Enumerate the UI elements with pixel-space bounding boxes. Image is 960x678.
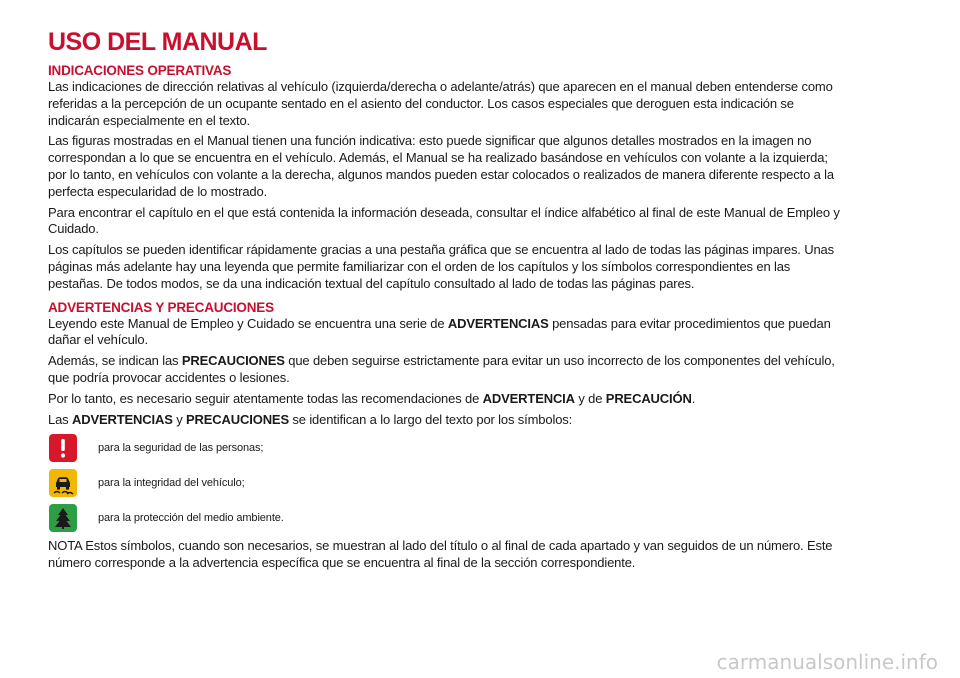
nota-paragraph: NOTA Estos símbolos, cuando son necesarios, se muestran al lado del título o al final de cada apartado y van seguidos de un número. Este número corresponde a la advertencia específica que se encuentra al final de la sección correspondiente. xyxy=(48,538,833,571)
symbol-text: para la seguridad de las personas; xyxy=(98,442,264,455)
symbol-item-personas xyxy=(48,432,848,464)
paragraph: Para encontrar el capítulo en el que está contenida la información deseada, consultar el índice alfabético al final de este Manual de Empleo y Cuidado. xyxy=(48,204,840,237)
section-heading-operativas: INDICACIONES OPERATIVAS xyxy=(48,63,232,78)
paragraph: Las indicaciones de dirección relativas al vehículo (izquierda/derecha o adelante/atrás) que aparecen en el manual deben entenderse como referidas a la percepción de un ocupante sentado en el asiento del conductor. Los casos especiales que deroguen esta indicación se indicarán especialmente en el texto. xyxy=(48,79,833,128)
keyword-advertencias: ADVERTENCIAS xyxy=(71,411,173,427)
keyword-advertencia: ADVERTENCIA xyxy=(482,390,575,406)
warning-exclamation-icon xyxy=(48,433,78,463)
tree-icon xyxy=(48,503,78,533)
text-run: Por lo tanto, es necesario seguir atentamente todas las recomendaciones de xyxy=(48,390,483,406)
keyword-precauciones: PRECAUCIONES xyxy=(186,411,289,427)
paragraph xyxy=(48,353,848,387)
symbol-item-medio-ambiente xyxy=(48,502,848,534)
text-run: y xyxy=(172,411,187,427)
text-run: Además, se indican las xyxy=(48,353,182,369)
text-run: se identifican a lo largo del texto por los símbolos: xyxy=(288,411,573,427)
paragraph: Las figuras mostradas en el Manual tienen una función indicativa: esto puede significar que algunos detalles mostrados en la imagen no correspondan a lo que se encuentra en el vehículo. Además, el Manual se ha realizado basándose en vehículos con volante a la izquierda; por lo tanto, en vehículos con volante a la derecha, algunos mandos pueden estar colocados o realizados de manera diferente respecto a la perfecta especularidad de lo mostrado. xyxy=(48,133,834,199)
manual-page xyxy=(48,28,848,576)
symbol-text: para la integridad del vehículo; xyxy=(98,477,245,490)
section-heading-advertencias: ADVERTENCIAS Y PRECAUCIONES xyxy=(48,299,274,315)
text-run: . xyxy=(691,390,696,406)
paragraph: Los capítulos se pueden identificar rápidamente gracias a una pestaña gráfica que se encuentra al lado de todas las páginas impares. Unas páginas más adelante hay una leyenda que permite familiarizar con el orden de los capítulos y los símbolos correspondientes en las pestañas. De todos modos, se da una indicación textual del capítulo consultado al lado de todas las páginas pares. xyxy=(48,242,834,291)
symbol-list xyxy=(48,432,848,534)
paragraph xyxy=(48,316,848,350)
text-run: pensadas para evitar procedimientos que puedan dañar el vehículo. xyxy=(48,315,831,348)
keyword-precauciones: PRECAUCIONES xyxy=(181,353,285,369)
watermark: carmanualsonline.info xyxy=(716,650,938,674)
text-run: Leyendo este Manual de Empleo y Cuidado se encuentra una serie de xyxy=(48,315,448,331)
symbol-item-vehiculo xyxy=(48,467,848,499)
keyword-advertencias: ADVERTENCIAS xyxy=(447,315,549,331)
car-skid-icon xyxy=(48,468,78,498)
paragraph xyxy=(48,391,848,408)
symbol-text: para la protección del medio ambiente. xyxy=(98,512,284,525)
paragraph xyxy=(48,412,848,429)
text-run: Las xyxy=(48,411,72,427)
text-run: y de xyxy=(574,390,606,406)
page-title: USO DEL MANUAL xyxy=(48,28,267,56)
text-run: que deben seguirse estrictamente para evitar un uso incorrecto de los componentes del vehículo, que podría provocar accidentes o lesiones. xyxy=(48,353,835,385)
keyword-precaucion: PRECAUCIÓN xyxy=(605,390,692,406)
